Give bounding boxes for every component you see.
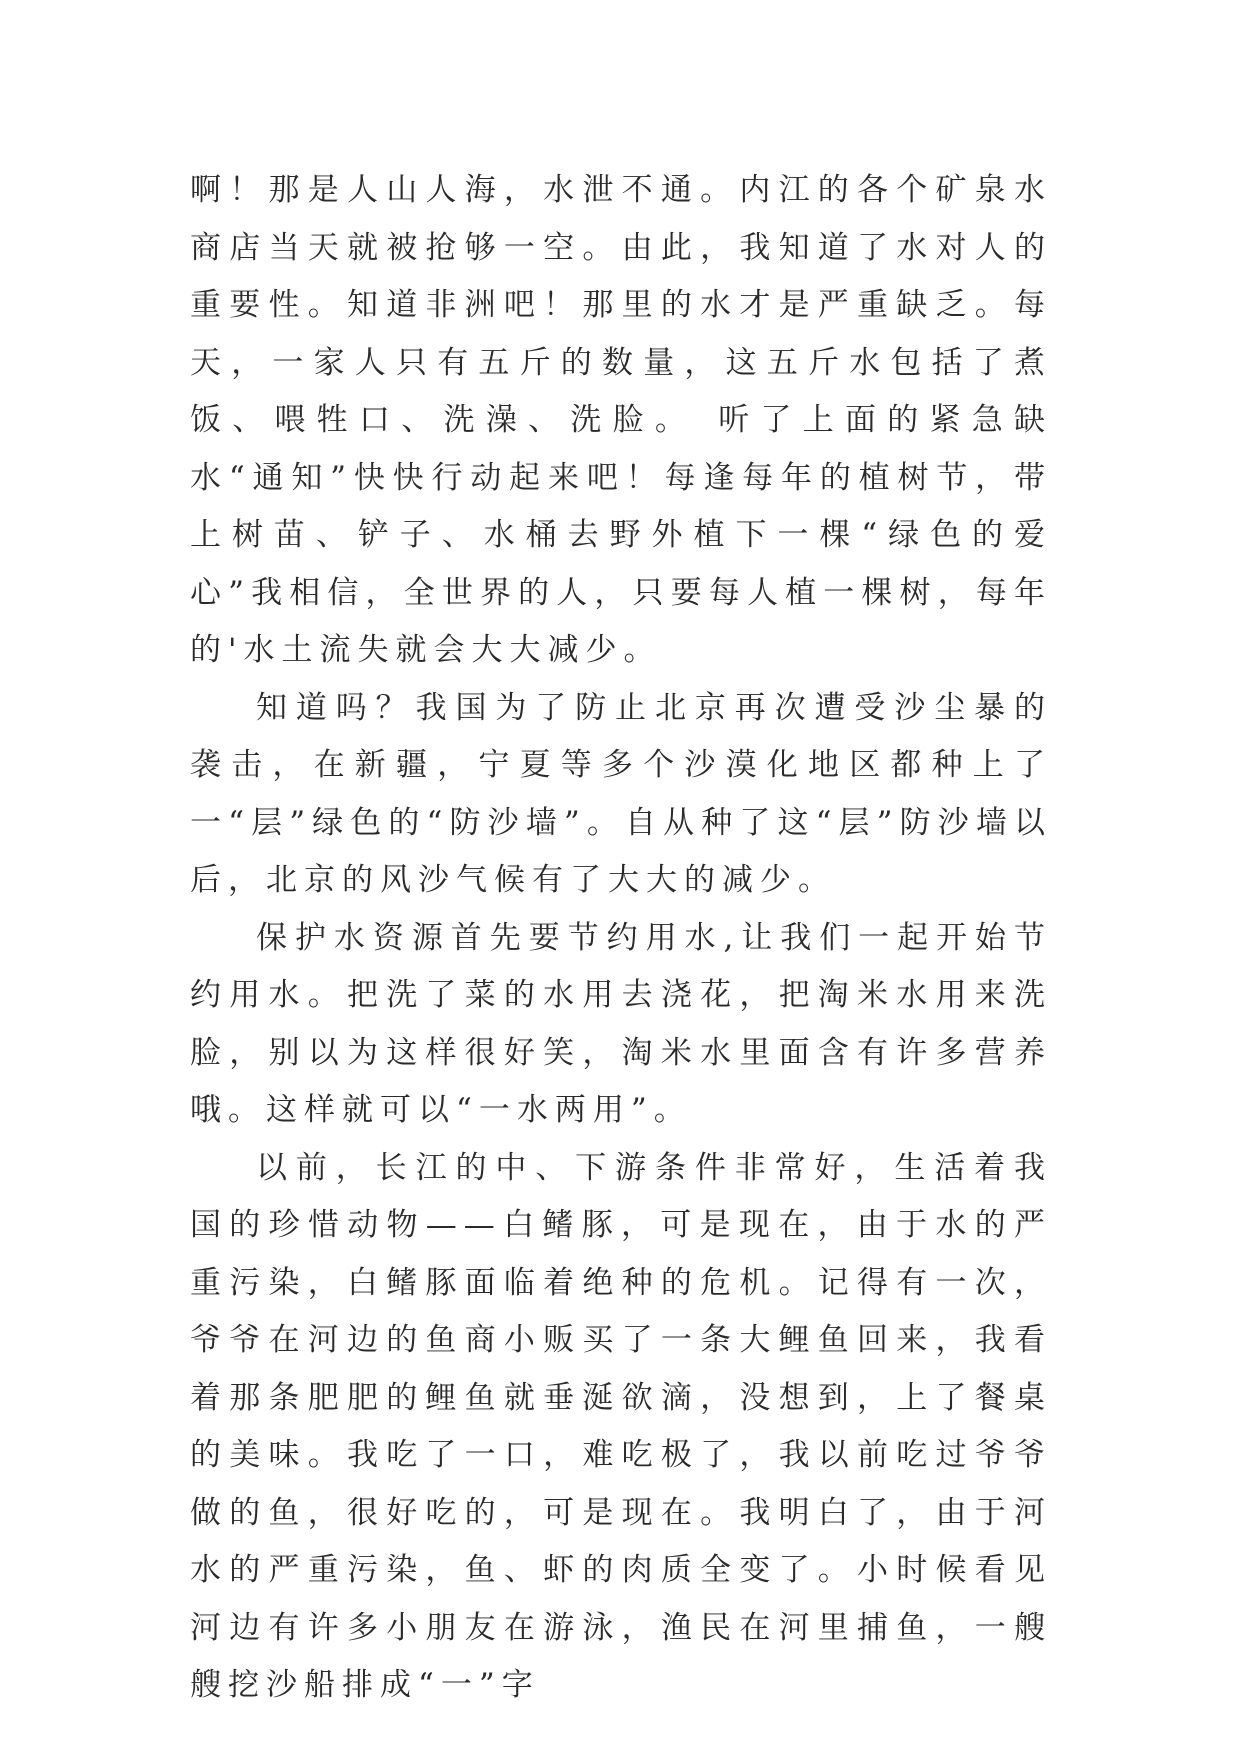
document-body (190, 162, 1052, 1715)
paragraph-save-water: 保护水资源首先要节约用水,让我们一起开始节约用水。把洗了菜的水用去浇花，把淘米水用来洗脸，别以为这样很好笑，淘米水里面含有许多营养哦。这样就可以“一水两用”。 (190, 919, 1052, 1128)
paragraph-yangtze-pollution: 以前，长江的中、下游条件非常好，生活着我国的珍惜动物——白鳍豚，可是现在，由于水的严重污染，白鳍豚面临着绝种的危机。记得有一次，爷爷在河边的鱼商小贩买了一条大鲤鱼回来，我看着那条肥肥的鲤鱼就垂涎欲滴，没想到，上了餐桌的美味。我吃了一口，难吃极了，我以前吃过爷爷做的鱼，很好吃的，可是现在。我明白了，由于河水的严重污染，鱼、虾的肉质全变了。小时候看见河边有许多小朋友在游泳，渔民在河里捕鱼，一艘艘挖沙船排成“一”字 (190, 1149, 1052, 1703)
paragraph-sandstorm-wall: 知道吗？我国为了防止北京再次遭受沙尘暴的袭击，在新疆，宁夏等多个沙漠化地区都种上了一“层”绿色的“防沙墙”。自从种了这“层”防沙墙以后，北京的风沙气候有了大大的减少。 (190, 689, 1052, 898)
paragraph-continued: 啊！那是人山人海，水泄不通。内江的各个矿泉水商店当天就被抢够一空。由此，我知道了水对人的重要性。知道非洲吧！那里的水才是严重缺乏。每天，一家人只有五斤的数量，这五斤水包括了煮饭、喂牲口、洗澡、洗脸。 听了上面的紧急缺水“通知”快快行动起来吧！每逢每年的植树节，带上树苗、铲子、水桶去野外植下一棵“绿色的爱心”我相信，全世界的人，只要每人植一棵树，每年的'水土流失就会大大减少。 (190, 172, 1052, 668)
